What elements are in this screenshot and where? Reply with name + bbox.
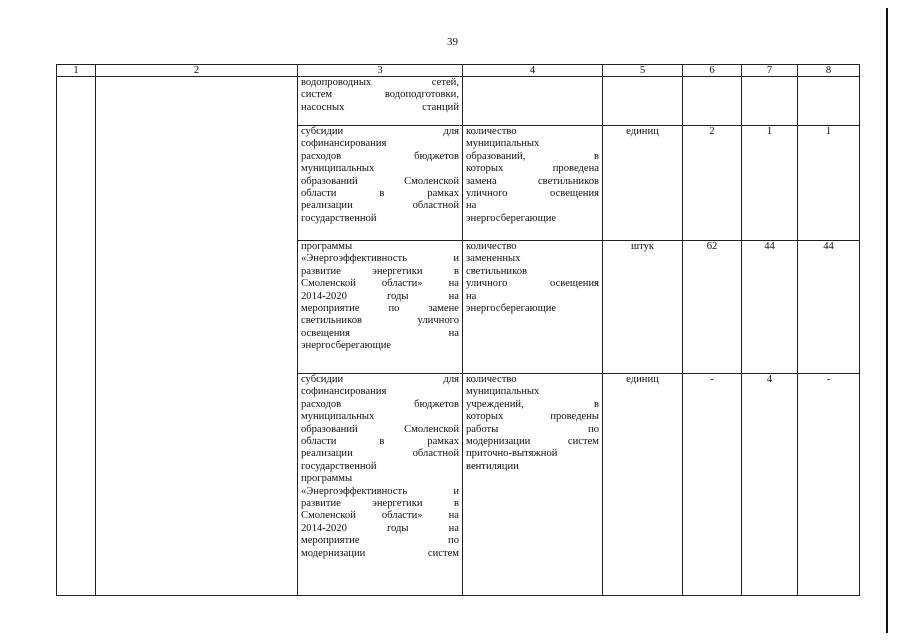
cell-text-line: программы <box>301 473 353 485</box>
cell-text-line: энергосберегающие <box>466 303 557 315</box>
measure-description <box>298 374 463 596</box>
cell-text-line: образований Смоленской <box>301 175 459 187</box>
cell-text-line: светильников уличного <box>301 315 459 327</box>
cell-text-line: образований Смоленской <box>301 423 459 435</box>
cell-text-line: субсидии для <box>301 374 459 385</box>
value-cell: 1 <box>798 126 860 241</box>
cell-text-line: энергосберегающие <box>301 340 392 352</box>
cell-text-line: государственной <box>301 460 377 472</box>
cell-text-line: 2014-2020 годы на <box>301 522 459 534</box>
measure-description <box>298 77 463 126</box>
cell-text-line: светильников <box>466 265 528 277</box>
cell-text-line: развитие энергетики в <box>301 498 459 510</box>
cell-text-line: субсидии для <box>301 126 459 137</box>
header-cell: 1 <box>57 65 96 77</box>
header-cell: 2 <box>96 65 298 77</box>
col2-cell <box>96 77 298 596</box>
cell-text-line: вентиляции <box>466 460 519 472</box>
cell-text-line: которых проведена <box>466 163 599 175</box>
cell-text-line: энергосберегающие <box>466 212 557 224</box>
cell-text-line: Смоленской области» на <box>301 278 459 290</box>
cell-text-line: муниципальных <box>301 411 375 423</box>
cell-text-line: систем водоподготовки, <box>301 89 459 101</box>
cell-text-line: на <box>466 290 477 302</box>
value-cell: - <box>798 374 860 596</box>
col1-cell <box>57 77 96 596</box>
cell-text-line: водопроводных сетей, <box>301 77 459 88</box>
cell-text-line: замена светильников <box>466 175 599 187</box>
page-edge-line <box>886 8 888 633</box>
cell-text-line: учреждений, в <box>466 398 599 410</box>
cell-text-line: реализации областной <box>301 448 459 460</box>
cell-text-line: государственной <box>301 212 377 224</box>
cell-text-line: «Энергоэффективность и <box>301 485 459 497</box>
cell-text-line: расходов бюджетов <box>301 150 459 162</box>
header-row <box>57 65 860 77</box>
cell-text-line: работы по <box>466 423 599 435</box>
indicator-description <box>463 374 603 596</box>
unit-cell <box>603 77 683 126</box>
value-cell: 1 <box>742 126 798 241</box>
indicator-description <box>463 77 603 126</box>
cell-text-line: развитие энергетики в <box>301 265 459 277</box>
cell-text-line: софинансирования <box>301 386 387 398</box>
header-cell: 8 <box>798 65 860 77</box>
cell-text-line: количество <box>466 126 517 137</box>
header-cell: 6 <box>683 65 742 77</box>
unit-cell: штук <box>603 241 683 374</box>
value-cell: - <box>683 374 742 596</box>
cell-text-line: модернизации систем <box>301 547 459 559</box>
indicator-description <box>463 126 603 241</box>
cell-text-line: насосных станций <box>301 101 459 113</box>
header-cell: 5 <box>603 65 683 77</box>
cell-text-line: софинансирования <box>301 138 387 150</box>
cell-text-line: «Энергоэффективность и <box>301 253 459 265</box>
value-cell <box>683 77 742 126</box>
cell-text-line: приточно-вытяжной <box>466 448 558 460</box>
indicator-description <box>463 241 603 374</box>
cell-text-line: реализации областной <box>301 200 459 212</box>
value-cell: 62 <box>683 241 742 374</box>
cell-text-line: программы <box>301 241 353 252</box>
cell-text-line: мероприятие по замене <box>301 303 459 315</box>
cell-text-line: замененных <box>466 253 521 265</box>
cell-text-line: муниципальных <box>301 163 375 175</box>
cell-text-line: которых проведены <box>466 411 599 423</box>
header-cell: 4 <box>463 65 603 77</box>
value-cell: 44 <box>798 241 860 374</box>
header-cell: 3 <box>298 65 463 77</box>
header-cell: 7 <box>742 65 798 77</box>
cell-text-line: количество <box>466 374 517 385</box>
cell-text-line: муниципальных <box>466 138 540 150</box>
table-row <box>57 77 860 126</box>
cell-text-line: муниципальных <box>466 386 540 398</box>
measure-description <box>298 126 463 241</box>
cell-text-line: мероприятие по <box>301 535 459 547</box>
value-cell: 2 <box>683 126 742 241</box>
cell-text-line: количество <box>466 241 517 252</box>
cell-text-line: образований, в <box>466 150 599 162</box>
data-table <box>56 64 860 596</box>
value-cell <box>798 77 860 126</box>
cell-text-line: уличного освещения <box>466 188 599 200</box>
measure-description <box>298 241 463 374</box>
value-cell: 4 <box>742 374 798 596</box>
cell-text-line: освещения на <box>301 327 459 339</box>
unit-cell: единиц <box>603 126 683 241</box>
cell-text-line: уличного освещения <box>466 278 599 290</box>
cell-text-line: Смоленской области» на <box>301 510 459 522</box>
cell-text-line: области в рамках <box>301 436 459 448</box>
unit-cell: единиц <box>603 374 683 596</box>
cell-text-line: модернизации систем <box>466 436 599 448</box>
cell-text-line: 2014-2020 годы на <box>301 290 459 302</box>
cell-text-line: расходов бюджетов <box>301 398 459 410</box>
cell-text-line: на <box>466 200 477 212</box>
value-cell <box>742 77 798 126</box>
page-number: 39 <box>447 36 458 48</box>
value-cell: 44 <box>742 241 798 374</box>
cell-text-line: области в рамках <box>301 188 459 200</box>
